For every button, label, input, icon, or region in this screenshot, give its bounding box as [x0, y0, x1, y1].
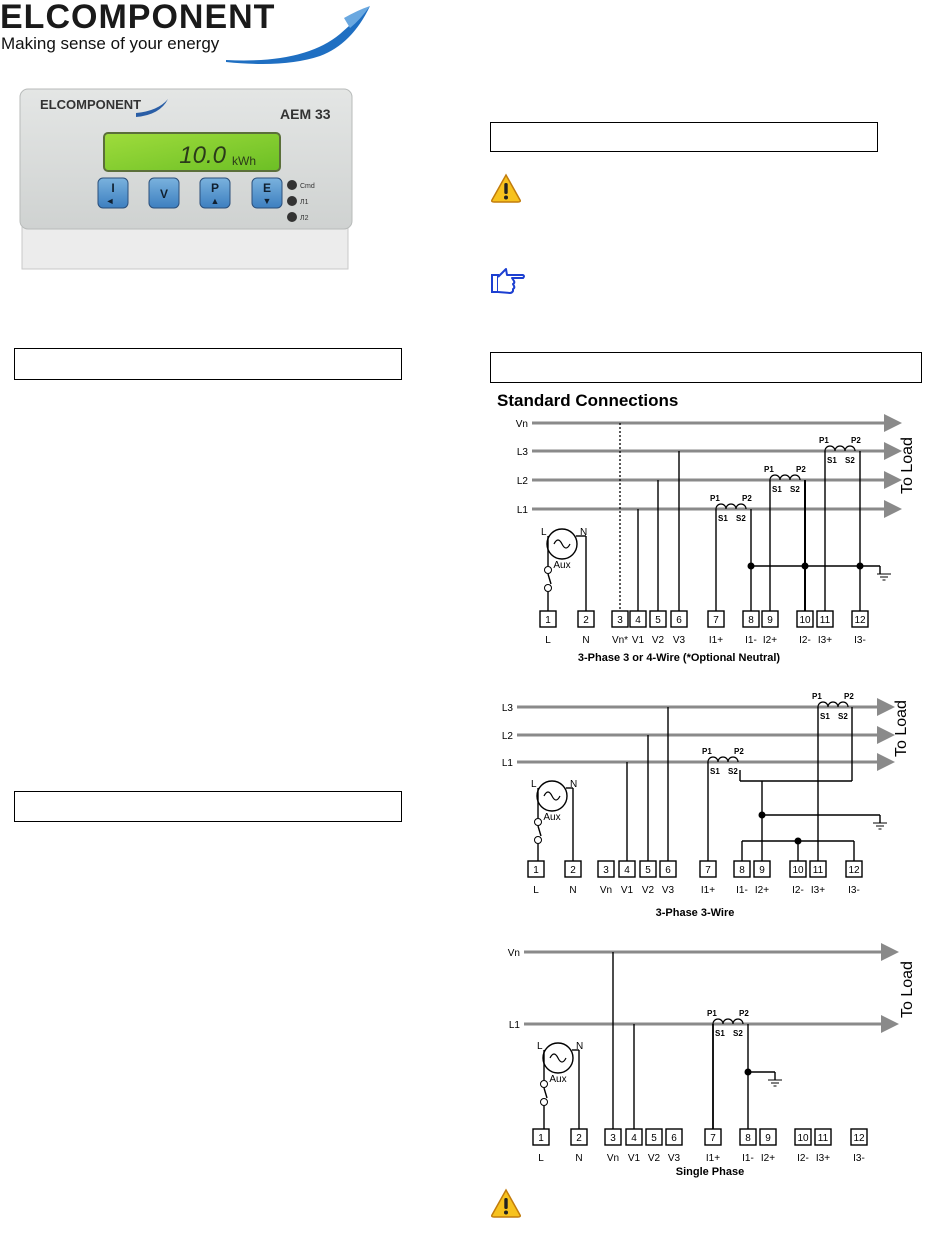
fuse-icon — [541, 1099, 548, 1106]
terminal-number: 4 — [635, 615, 641, 626]
fuse-icon — [535, 837, 542, 844]
terminal-number: 1 — [545, 615, 551, 626]
ct-label-p2: P2 — [742, 494, 752, 503]
terminal-number: 8 — [748, 615, 754, 626]
terminal-label: I3+ — [815, 1153, 831, 1164]
terminal-number: 11 — [817, 1133, 829, 1144]
terminal-number: 7 — [713, 615, 719, 626]
diagram-caption: Single Phase — [675, 1166, 745, 1178]
ct-label-p2: P2 — [734, 747, 744, 756]
terminal-label: I2- — [799, 635, 811, 646]
terminal-label: N — [569, 885, 577, 896]
diagram-caption: 3-Phase 3 or 4-Wire (*Optional Neutral) — [577, 652, 781, 664]
terminal-number: 1 — [538, 1133, 544, 1144]
device-button-i-arrow: ◄ — [105, 196, 115, 206]
terminal-number: 9 — [765, 1133, 771, 1144]
device-display-value: 10.0 — [179, 142, 226, 169]
terminal-number: 12 — [853, 1133, 865, 1144]
ct-label-s1: S1 — [710, 767, 720, 776]
ct-label-p2: P2 — [796, 465, 806, 474]
terminal-label: V3 — [667, 1153, 681, 1164]
ct-label-s1: S1 — [820, 712, 830, 721]
fuse-icon — [538, 826, 541, 836]
junction-dot — [802, 563, 809, 570]
terminal-number: 5 — [645, 865, 651, 876]
terminal-number: 6 — [665, 865, 671, 876]
terminal-label: L — [545, 635, 551, 646]
terminal-number: 6 — [671, 1133, 677, 1144]
terminal-number: 9 — [759, 865, 765, 876]
line-l3-label: L3 — [516, 447, 528, 458]
to-load-label: To Load — [899, 437, 916, 494]
terminal-number: 3 — [610, 1133, 616, 1144]
ct-label-p2: P2 — [844, 692, 854, 701]
device-button-e-arrow: ▼ — [262, 196, 272, 206]
line-l1-label: L1 — [501, 758, 513, 769]
terminal-label: V3 — [661, 885, 675, 896]
terminal-number: 8 — [745, 1133, 751, 1144]
terminal-label: V3 — [672, 635, 686, 646]
terminal-label: L — [538, 1153, 544, 1164]
terminal-label: V2 — [647, 1153, 661, 1164]
terminal-label: N — [575, 1153, 583, 1164]
ct-label-p1: P1 — [819, 436, 829, 445]
aux-label: Aux — [543, 812, 561, 823]
terminal-number: 3 — [617, 615, 623, 626]
terminal-label: I2- — [792, 885, 804, 896]
diagram-single-phase — [508, 948, 916, 1178]
device-led-1: Л1 — [300, 199, 309, 206]
to-load-label: To Load — [893, 700, 910, 757]
terminal-label: I1- — [745, 635, 757, 646]
terminal-number: 11 — [819, 615, 831, 626]
aux-n-label: N — [580, 527, 588, 538]
junction-dot — [857, 563, 864, 570]
ct-label-s2: S2 — [838, 712, 848, 721]
device-button-i-label: I — [111, 181, 115, 195]
device-button-p-label: P — [210, 181, 220, 195]
terminal-number: 7 — [710, 1133, 716, 1144]
ct-label-p1: P1 — [710, 494, 720, 503]
terminal-number: 12 — [854, 615, 866, 626]
ct-label-p1: P1 — [707, 1009, 717, 1018]
terminal-number: 5 — [651, 1133, 657, 1144]
terminal-label: Vn — [606, 1153, 620, 1164]
ct-label-s2: S2 — [845, 456, 855, 465]
line-vn-label: Vn — [507, 948, 520, 959]
diagram-3-phase-4-wire — [497, 391, 916, 664]
aux-l-label: L — [541, 527, 547, 538]
terminal-label: I2+ — [762, 635, 778, 646]
line-l1-label: L1 — [508, 1020, 520, 1031]
terminal-number: 10 — [797, 1133, 809, 1144]
ct-label-p2: P2 — [739, 1009, 749, 1018]
terminal-label: V1 — [631, 635, 645, 646]
aux-l-label: L — [537, 1041, 543, 1052]
terminal-number: 8 — [739, 865, 745, 876]
terminal-label: I2- — [797, 1153, 809, 1164]
terminal-label: I1- — [742, 1153, 754, 1164]
device-display-unit: kWh — [232, 154, 256, 168]
line-l2-label: L2 — [516, 476, 528, 487]
terminal-label: I3- — [848, 885, 860, 896]
fuse-icon — [544, 1088, 547, 1098]
terminal-label: I2+ — [760, 1153, 776, 1164]
terminal-number: 10 — [792, 865, 804, 876]
terminal-number: 2 — [570, 865, 576, 876]
fuse-icon — [548, 574, 551, 584]
device-button-e-label: E — [262, 181, 272, 195]
line-l3-label: L3 — [501, 703, 513, 714]
aux-l-label: L — [531, 779, 537, 790]
terminal-label: I3- — [854, 635, 866, 646]
terminal-number: 9 — [767, 615, 773, 626]
device-button-v-label: V — [159, 187, 169, 201]
device-brand: ELCOMPONENT — [40, 97, 142, 112]
fuse-icon — [535, 819, 542, 826]
device-led-2: Л2 — [300, 215, 309, 222]
terminal-label: Vn* — [611, 635, 629, 646]
ct-label-p1: P1 — [812, 692, 822, 701]
terminal-label: Vn — [599, 885, 613, 896]
ct-label-s2: S2 — [733, 1029, 743, 1038]
terminal-label: I3+ — [810, 885, 826, 896]
terminal-number: 5 — [655, 615, 661, 626]
terminal-number: 11 — [812, 865, 824, 876]
terminal-number: 2 — [576, 1133, 582, 1144]
ct-label-s1: S1 — [718, 514, 728, 523]
terminal-label: V1 — [620, 885, 634, 896]
aux-n-label: N — [576, 1041, 584, 1052]
terminal-number: 3 — [603, 865, 609, 876]
terminal-number: 4 — [624, 865, 630, 876]
aux-label: Aux — [549, 1074, 567, 1085]
ct-label-s2: S2 — [790, 485, 800, 494]
aux-n-label: N — [570, 779, 578, 790]
terminal-number: 4 — [631, 1133, 637, 1144]
terminal-label: V2 — [641, 885, 655, 896]
terminal-number: 6 — [676, 615, 682, 626]
junction-dot — [748, 563, 755, 570]
ct-label-s2: S2 — [728, 767, 738, 776]
diagram-3-phase-3-wire — [502, 692, 910, 919]
line-vn-label: Vn — [515, 419, 528, 430]
terminal-number: 1 — [533, 865, 539, 876]
ct-label-p1: P1 — [702, 747, 712, 756]
terminal-number: 12 — [848, 865, 860, 876]
ct-label-s1: S1 — [715, 1029, 725, 1038]
terminal-label: I2+ — [754, 885, 770, 896]
ct-label-s2: S2 — [736, 514, 746, 523]
terminal-label: V2 — [651, 635, 665, 646]
junction-dot — [759, 812, 766, 819]
aux-label: Aux — [553, 560, 571, 571]
fuse-icon — [541, 1081, 548, 1088]
terminal-label: I1- — [736, 885, 748, 896]
brand-name: ELCOMPONENT — [0, 0, 276, 36]
brand-tagline: Making sense of your energy — [1, 34, 220, 53]
diagram-title: Standard Connections — [497, 391, 679, 410]
terminal-label: I3+ — [817, 635, 833, 646]
device-led-cmd: Cmd — [300, 183, 315, 190]
fuse-icon — [545, 567, 552, 574]
diagram-caption: 3-Phase 3-Wire — [655, 907, 735, 919]
junction-dot — [795, 838, 802, 845]
terminal-label: N — [582, 635, 590, 646]
line-l1-label: L1 — [516, 505, 528, 516]
terminal-label: I1+ — [700, 885, 716, 896]
ct-label-s1: S1 — [772, 485, 782, 494]
terminal-label: V1 — [627, 1153, 641, 1164]
terminal-number: 2 — [583, 615, 589, 626]
ct-label-p2: P2 — [851, 436, 861, 445]
line-l2-label: L2 — [501, 731, 513, 742]
terminal-number: 10 — [799, 615, 811, 626]
fuse-icon — [545, 585, 552, 592]
terminal-label: I1+ — [705, 1153, 721, 1164]
terminal-number: 7 — [705, 865, 711, 876]
device-model: AEM 33 — [280, 106, 331, 122]
terminal-label: L — [533, 885, 539, 896]
ct-label-p1: P1 — [764, 465, 774, 474]
device-button-p-arrow: ▲ — [210, 196, 220, 206]
terminal-label: I1+ — [708, 635, 724, 646]
to-load-label: To Load — [899, 961, 916, 1018]
terminal-label: I3- — [853, 1153, 865, 1164]
ct-label-s1: S1 — [827, 456, 837, 465]
